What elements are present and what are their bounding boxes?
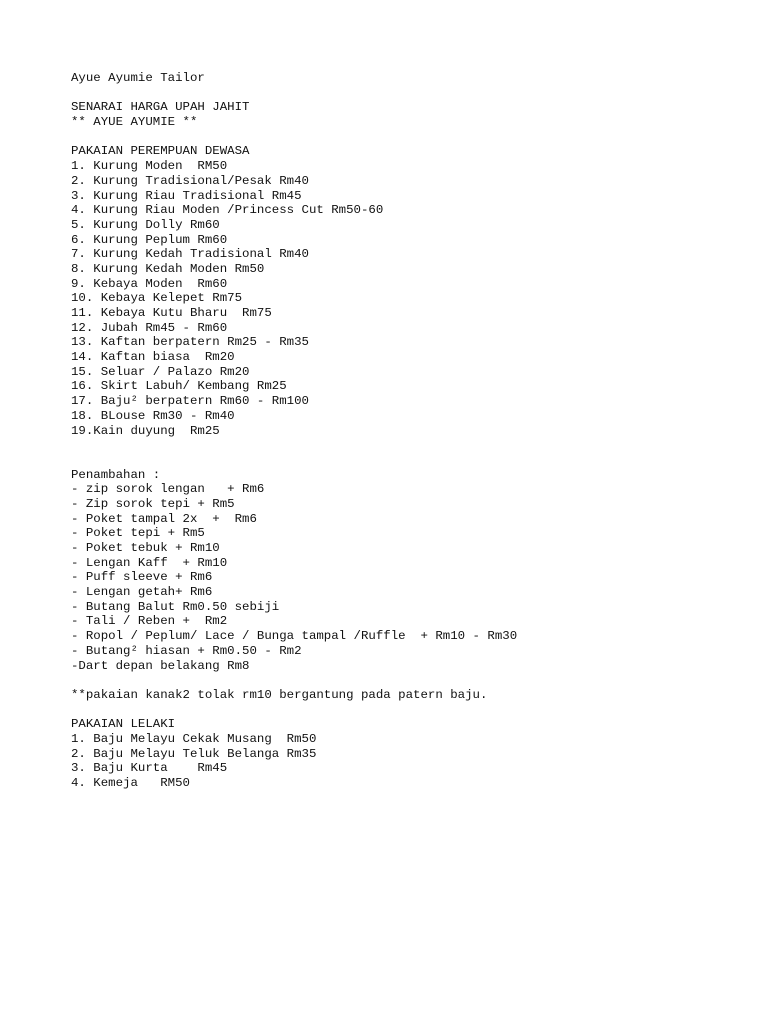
men-price-list: [71, 732, 751, 791]
women-price-list: [71, 159, 751, 438]
women-price-item: 2. Kurung Tradisional/Pesak Rm40: [71, 173, 309, 188]
women-price-item: 13. Kaftan berpatern Rm25 - Rm35: [71, 335, 309, 350]
extra-price-item: - Ropol / Peplum/ Lace / Bunga tampal /Ruffle + Rm10 - Rm30: [71, 629, 518, 644]
extra-price-item: - Poket tebuk + Rm10: [71, 541, 220, 556]
blank-line: [71, 673, 751, 688]
women-price-item: 18. BLouse Rm30 - Rm40: [71, 408, 235, 423]
extra-price-item: - Butang² hiasan + Rm0.50 - Rm2: [71, 643, 302, 658]
women-price-item: 3. Kurung Riau Tradisional Rm45: [71, 188, 302, 203]
women-price-item: 17. Baju² berpatern Rm60 - Rm100: [71, 394, 309, 409]
women-price-item: 19.Kain duyung Rm25: [71, 423, 220, 438]
men-price-item: 3. Baju Kurta Rm45: [71, 761, 228, 776]
extras-price-list: [71, 482, 751, 673]
women-price-item: 1. Kurung Moden RM50: [71, 159, 228, 174]
kids-note: **pakaian kanak2 tolak rm10 bergantung pada patern baju.: [71, 687, 488, 702]
extras-section-heading: Penambahan :: [71, 467, 161, 482]
list-title: SENARAI HARGA UPAH JAHIT: [71, 100, 250, 115]
list-subtitle: ** AYUE AYUMIE **: [71, 115, 198, 130]
shop-name: Ayue Ayumie Tailor: [71, 71, 205, 85]
blank-line: [71, 130, 751, 145]
extra-price-item: - Poket tampal 2x + Rm6: [71, 511, 257, 526]
extra-price-item: - Lengan Kaff + Rm10: [71, 555, 228, 570]
women-price-item: 10. Kebaya Kelepet Rm75: [71, 291, 243, 306]
blank-line: [71, 86, 751, 101]
women-price-item: 9. Kebaya Moden Rm60: [71, 276, 228, 291]
men-price-item: 2. Baju Melayu Teluk Belanga Rm35: [71, 746, 317, 761]
men-price-item: 4. Kemeja RM50: [71, 776, 190, 791]
men-price-item: 1. Baju Melayu Cekak Musang Rm50: [71, 731, 317, 746]
extra-price-item: - zip sorok lengan + Rm6: [71, 482, 265, 497]
women-price-item: 12. Jubah Rm45 - Rm60: [71, 320, 228, 335]
price-list-document: [71, 71, 751, 791]
women-price-item: 16. Skirt Labuh/ Kembang Rm25: [71, 379, 287, 394]
women-section-heading: PAKAIAN PEREMPUAN DEWASA: [71, 144, 250, 159]
women-price-item: 7. Kurung Kedah Tradisional Rm40: [71, 247, 309, 262]
blank-line: [71, 703, 751, 718]
women-price-item: 8. Kurung Kedah Moden Rm50: [71, 261, 265, 276]
extra-price-item: - Tali / Reben + Rm2: [71, 614, 228, 629]
women-price-item: 11. Kebaya Kutu Bharu Rm75: [71, 306, 272, 320]
extra-price-item: - Poket tepi + Rm5: [71, 526, 205, 541]
men-section-heading: PAKAIAN LELAKI: [71, 717, 176, 732]
women-price-item: 4. Kurung Riau Moden /Princess Cut Rm50-60: [71, 203, 384, 218]
blank-line: [71, 438, 751, 467]
women-price-item: 15. Seluar / Palazo Rm20: [71, 364, 250, 379]
women-price-item: 6. Kurung Peplum Rm60: [71, 232, 228, 247]
extra-price-item: - Butang Balut Rm0.50 sebiji: [71, 599, 280, 614]
extra-price-item: -Dart depan belakang Rm8: [71, 658, 250, 673]
women-price-item: 5. Kurung Dolly Rm60: [71, 217, 220, 232]
women-price-item: 14. Kaftan biasa Rm20: [71, 350, 235, 365]
extra-price-item: - Lengan getah+ Rm6: [71, 585, 213, 600]
extra-price-item: - Puff sleeve + Rm6: [71, 570, 213, 585]
extra-price-item: - Zip sorok tepi + Rm5: [71, 496, 235, 511]
